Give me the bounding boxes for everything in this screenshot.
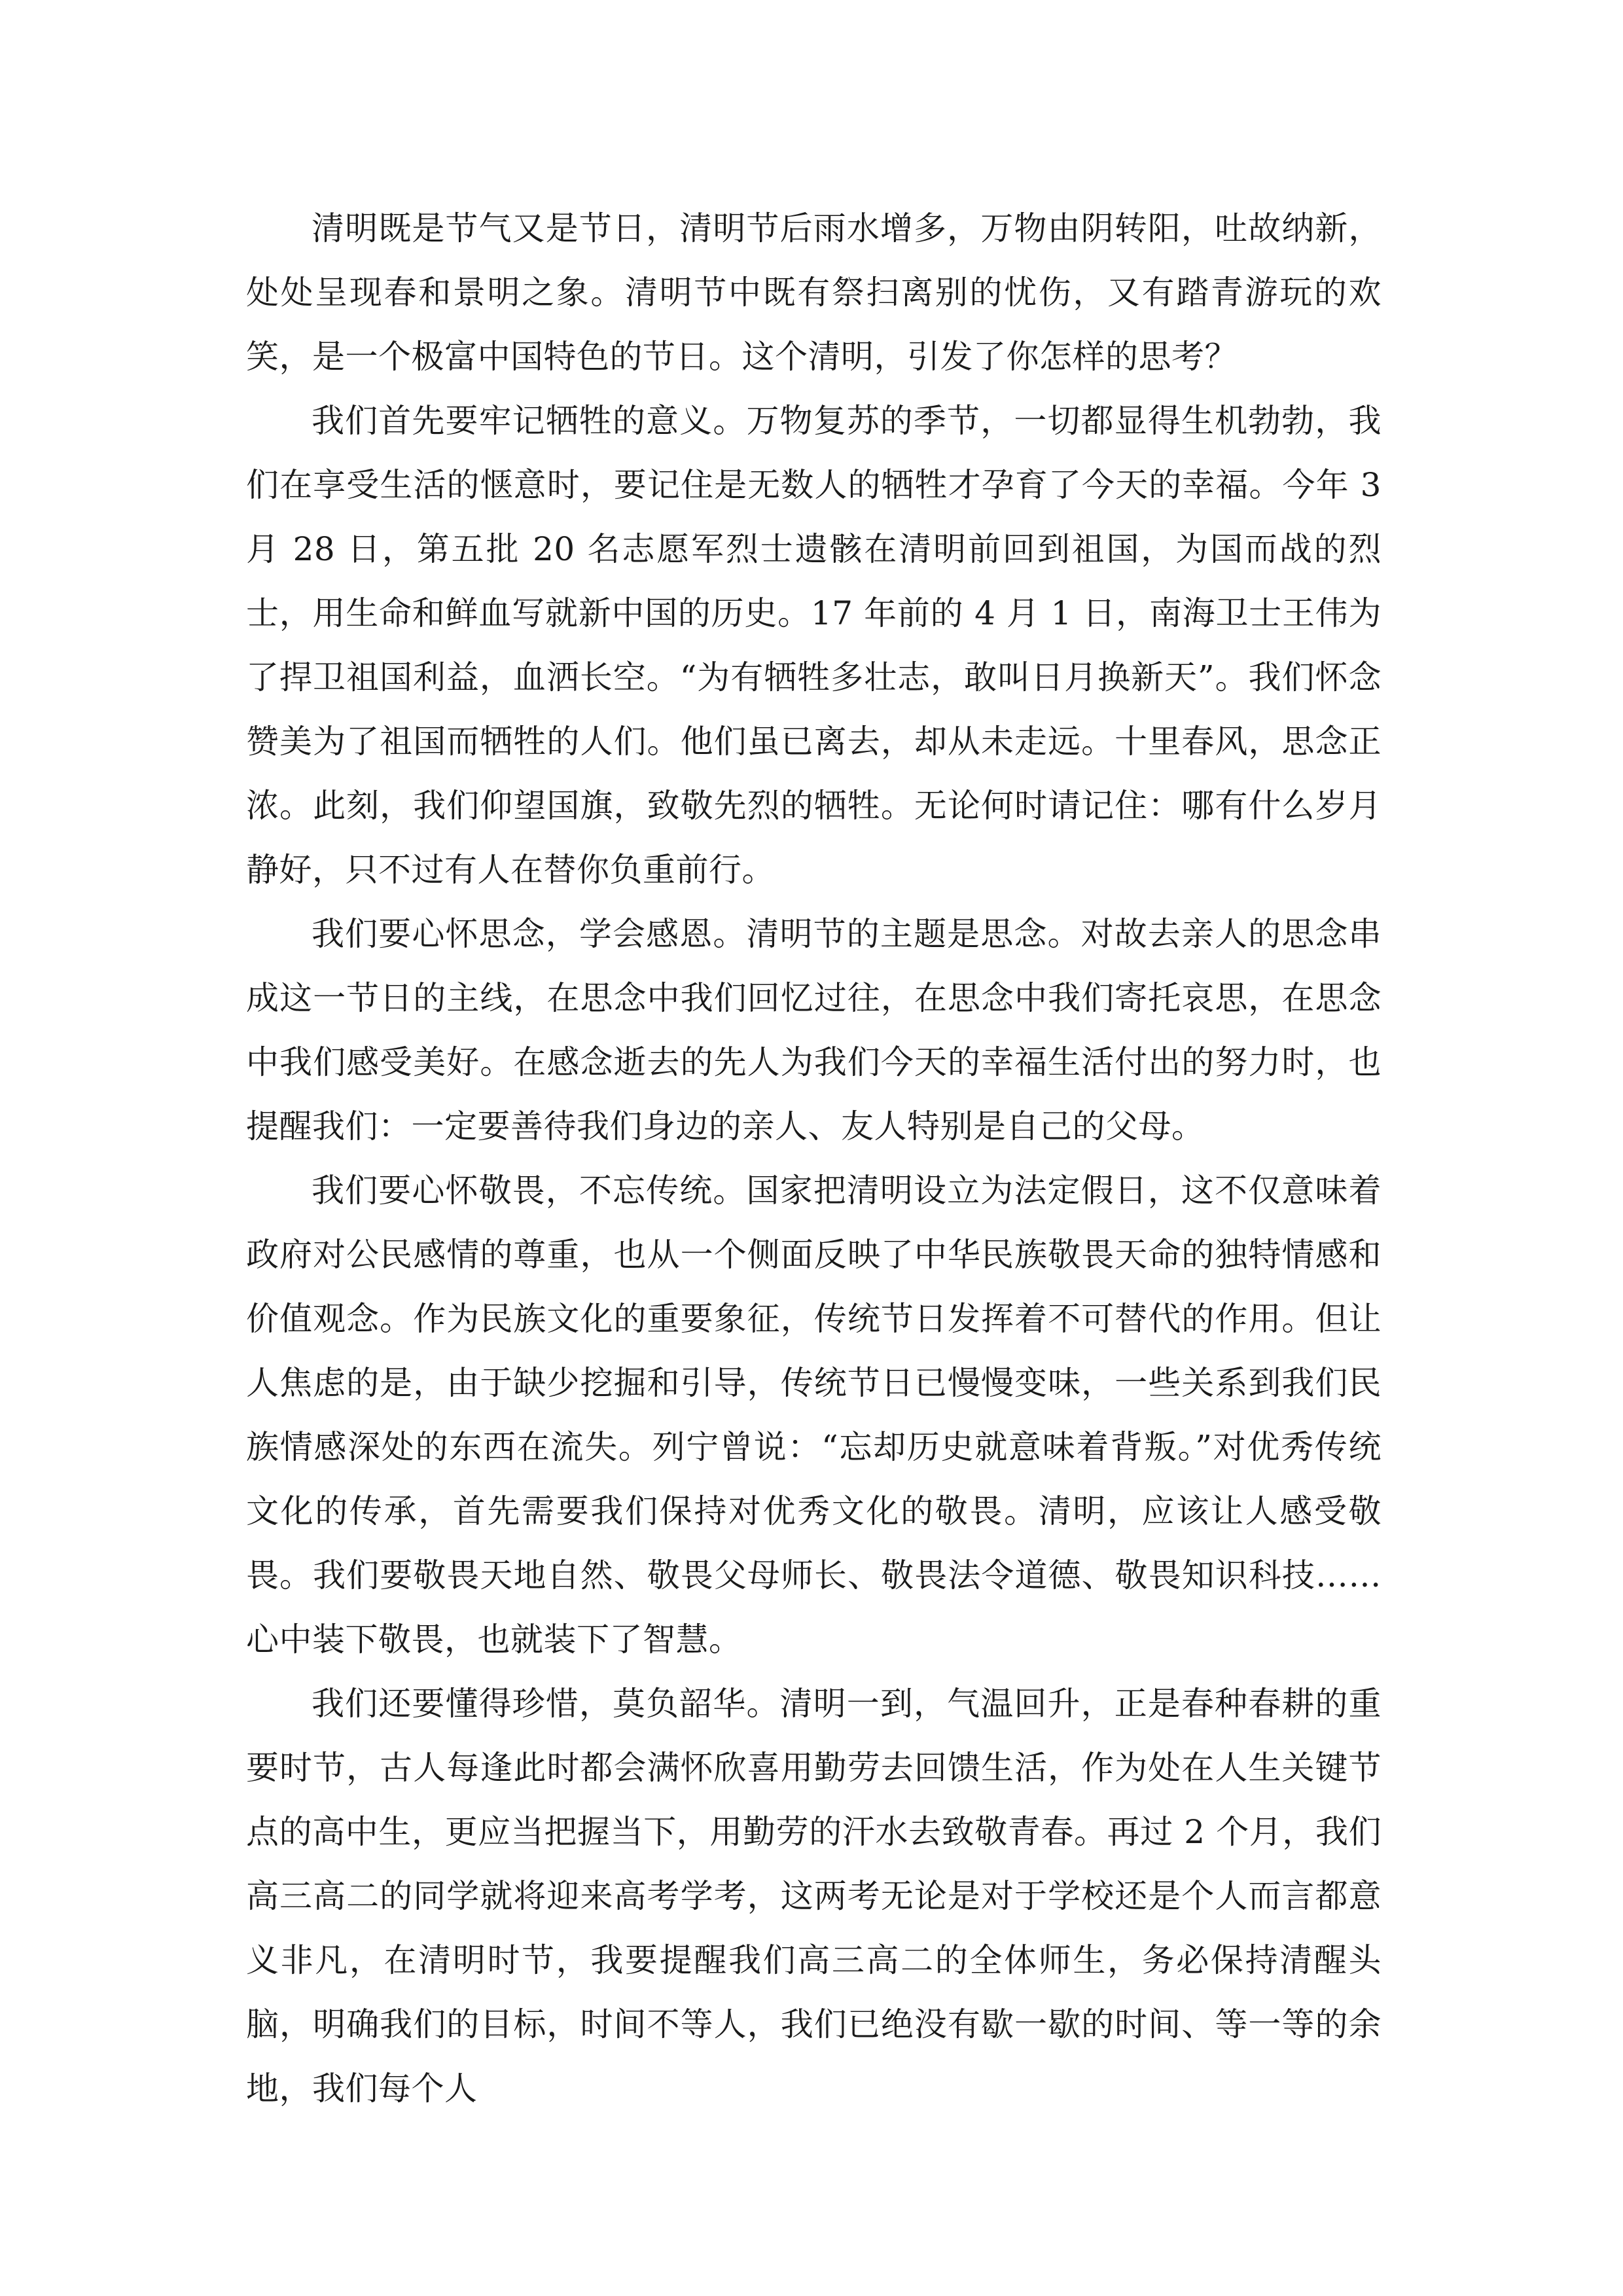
paragraph: 清明既是节气又是节日，清明节后雨水增多，万物由阴转阳，吐故纳新，处处呈现春和景明之象。清明节中既有祭扫离别的忧伤，又有踏青游玩的欢笑，是一个极富中国特色的节日。这个清明，引发了你怎样的思考？: [246, 209, 1382, 376]
paragraph: 我们还要懂得珍惜，莫负韶华。清明一到，气温回升，正是春种春耕的重要时节，古人每逢此时都会满怀欣喜用勤劳去回馈生活，作为处在人生关键节点的高中生，更应当把握当下，用勤劳的汗水去致敬青春。再过 2 个月，我们高三高二的同学就将迎来高考学考，这两考无论是对于学校还是个人而言都意义非凡，在清明时节，我要提醒我们高三高二的全体师生，务必保持清醒头脑，明确我们的目标，时间不等人，我们已绝没有歇一歇的时间、等一等的余地，我们每个人: [246, 1685, 1382, 2108]
paragraph: 我们要心怀思念，学会感恩。清明节的主题是思念。对故去亲人的思念串成这一节日的主线，在思念中我们回忆过往，在思念中我们寄托哀思，在思念中我们感受美好。在感念逝去的先人为我们今天的幸福生活付出的努力时，也提醒我们：一定要善待我们身边的亲人、友人特别是自己的父母。: [246, 915, 1382, 1145]
paragraph: 我们首先要牢记牺牲的意义。万物复苏的季节，一切都显得生机勃勃，我们在享受生活的惬意时，要记住是无数人的牺牲才孕育了今天的幸福。今年 3 月 28 日，第五批 20 名志愿军烈士遗骸在清明前回到祖国，为国而战的烈士，用生命和鲜血写就新中国的历史。17 年前的 4 月 1 日，南海卫士王伟为了捍卫祖国利益，血洒长空。“为有牺牲多壮志，敢叫日月换新天”。我们怀念赞美为了祖国而牺牲的人们。他们虽已离去，却从未走远。十里春风，思念正浓。此刻，我们仰望国旗，致敬先烈的牺牲。无论何时请记住：哪有什么岁月静好，只不过有人在替你负重前行。: [246, 402, 1382, 889]
paragraph: 我们要心怀敬畏，不忘传统。国家把清明设立为法定假日，这不仅意味着政府对公民感情的尊重，也从一个侧面反映了中华民族敬畏天命的独特情感和价值观念。作为民族文化的重要象征，传统节日发挥着不可替代的作用。但让人焦虑的是，由于缺少挖掘和引导，传统节日已慢慢变味，一些关系到我们民族情感深处的东西在流失。列宁曾说：“忘却历史就意味着背叛。”对优秀传统文化的传承，首先需要我们保持对优秀文化的敬畏。清明，应该让人感受敬畏。我们要敬畏天地自然、敬畏父母师长、敬畏法令道德、敬畏知识科技……心中装下敬畏，也就装下了智慧。: [246, 1172, 1382, 1659]
document-body: [246, 196, 1382, 2121]
